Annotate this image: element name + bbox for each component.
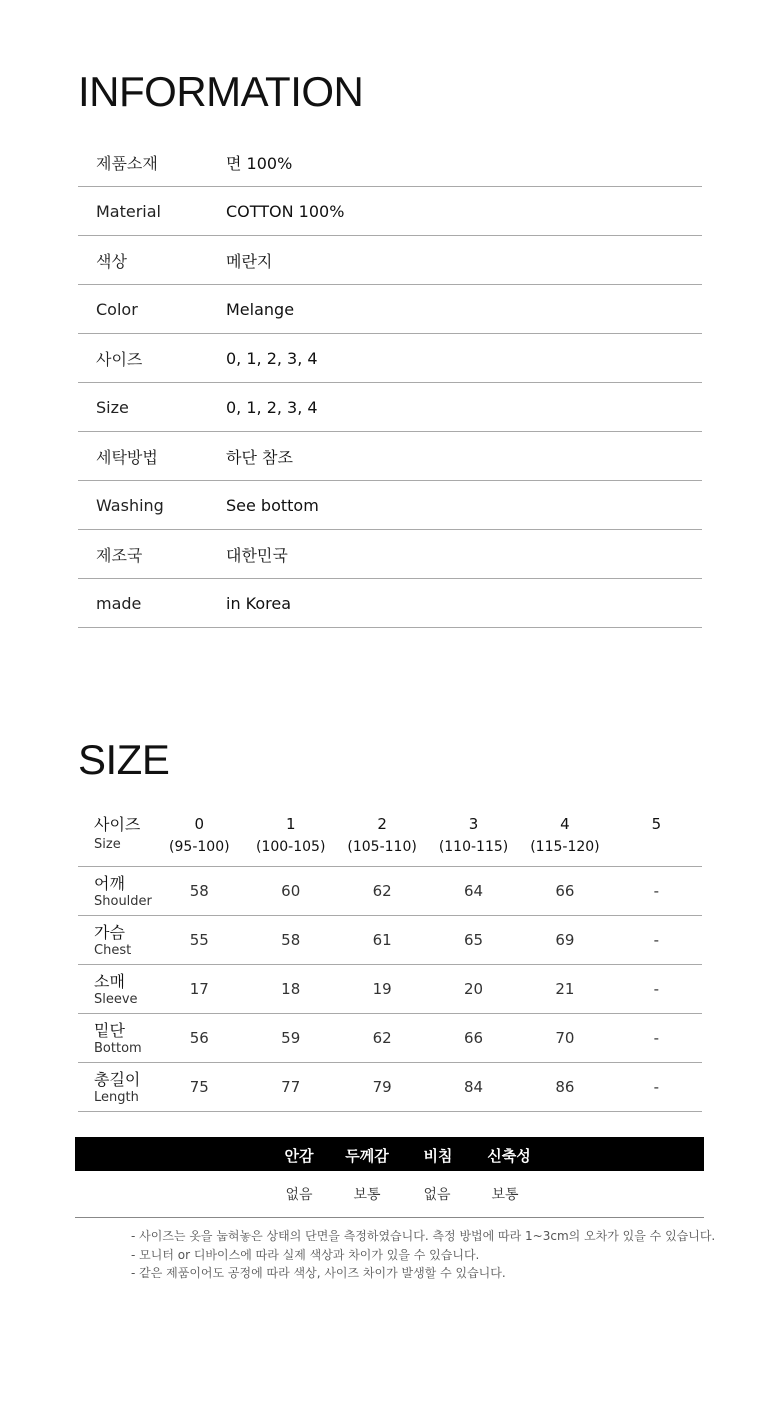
size-value: - [653,931,660,949]
info-value: Melange [226,299,295,319]
size-row-bottom [78,1014,702,1063]
size-number: 0 [194,815,205,833]
information-table [78,138,702,628]
fabric-header-bar [75,1137,704,1171]
measure-label-en: Chest [94,942,132,958]
information-title: INFORMATION [78,68,364,115]
size-number: 2 [377,815,387,833]
size-number: 3 [468,815,479,833]
size-value: 86 [555,1078,575,1096]
size-value: - [653,980,660,998]
size-value: 70 [555,1029,575,1047]
size-value: 69 [555,931,575,949]
size-value: 77 [281,1078,301,1096]
info-row [78,138,702,187]
notes [131,1227,715,1283]
size-value: 65 [463,931,484,949]
measure-label-ko: 총길이 [94,1069,141,1089]
info-row [78,481,702,530]
info-value: 대한민국 [226,545,288,565]
note-line: - 사이즈는 옷을 눕혀놓은 상태의 단면을 측정하였습니다. 측정 방법에 따라 1~3cm의 오차가 있을 수 있습니다. [131,1229,716,1243]
size-row-sleeve [78,965,702,1014]
info-row [78,530,702,579]
fabric-values-row [75,1171,704,1218]
fabric-header-thickness: 두께감 [345,1147,389,1165]
size-value: 62 [372,1029,392,1047]
info-label: made [96,593,142,613]
fabric-header-lining: 안감 [284,1147,314,1165]
info-label: 사이즈 [96,349,143,369]
size-value: 62 [372,882,392,900]
size-number: 4 [560,815,570,833]
size-value: 20 [463,980,484,998]
size-value: 75 [189,1078,209,1096]
size-value: 84 [463,1078,484,1096]
size-range: (100-105) [256,839,326,855]
size-row-chest [78,916,702,965]
size-value: 17 [189,980,209,998]
info-label: 색상 [96,251,127,271]
info-label: Material [96,201,161,221]
size-header-label-ko: 사이즈 [94,815,141,834]
fabric-value-thickness: 보통 [353,1187,381,1203]
size-value: - [653,1078,660,1096]
size-header-label-en: Size [94,837,121,852]
size-range: (105-110) [347,839,417,855]
size-col-header [154,810,245,866]
size-value: 18 [281,980,301,998]
size-col-header [611,810,702,866]
measure-label [78,1069,154,1106]
measure-label-en: Length [94,1089,139,1105]
size-value: 64 [463,882,484,900]
size-value: 21 [555,980,575,998]
fabric-header-sheerness: 비침 [423,1147,453,1165]
info-label: 세탁방법 [96,447,158,467]
size-value: 61 [372,931,392,949]
size-value: 56 [189,1029,209,1047]
size-range: (95-100) [169,839,230,855]
size-range: (115-120) [530,839,600,855]
measure-label-ko: 소매 [94,971,125,991]
info-row [78,432,702,481]
info-value: 메란지 [226,251,273,271]
info-row [78,579,702,628]
size-value: - [653,882,660,900]
size-range: (110-115) [438,839,509,855]
info-value: 0, 1, 2, 3, 4 [226,397,318,417]
info-label: Color [96,299,138,319]
info-label: Size [96,397,129,417]
size-value: 79 [372,1078,392,1096]
size-col-header [336,810,427,866]
note-line: - 모니터 or 디바이스에 따라 실제 색상과 차이가 있을 수 있습니다. [131,1247,480,1262]
size-value: 59 [281,1029,301,1047]
measure-label-ko: 가슴 [94,922,125,942]
size-header-label [78,810,154,866]
size-col-header [428,810,519,866]
size-header-row [78,810,702,867]
size-title: SIZE [78,736,170,783]
size-row-shoulder [78,867,702,916]
fabric-value-stretch: 보통 [491,1187,519,1203]
info-row [78,187,702,236]
fabric-header-stretch: 신축성 [487,1147,531,1165]
info-label: 제품소재 [96,153,158,173]
measure-label [78,873,154,910]
info-label: Washing [96,495,164,515]
info-value: 하단 참조 [226,447,293,467]
info-row [78,383,702,432]
size-number: 5 [651,815,662,833]
measure-label-en: Sleeve [94,991,138,1007]
size-col-header [245,810,336,866]
measure-label [78,971,154,1008]
size-number: 1 [285,815,296,833]
size-value: 60 [281,882,301,900]
info-row [78,285,702,334]
measure-label [78,922,154,959]
size-value: 66 [463,1029,484,1047]
info-label: 제조국 [96,545,143,565]
info-value: 0, 1, 2, 3, 4 [226,348,318,368]
size-row-length [78,1063,702,1112]
size-value: 58 [189,882,209,900]
measure-label-en: Bottom [94,1040,142,1056]
info-value: See bottom [226,495,319,515]
measure-label-en: Shoulder [94,893,152,909]
info-row [78,236,702,285]
fabric-value-lining: 없음 [285,1187,313,1203]
info-row [78,334,702,383]
note-line: - 같은 제품이어도 공정에 따라 색상, 사이즈 차이가 발생할 수 있습니다. [131,1266,506,1280]
measure-label-ko: 어깨 [94,873,125,893]
size-value: 19 [372,980,392,998]
fabric-value-sheerness: 없음 [423,1187,451,1203]
info-value: in Korea [226,593,292,613]
size-value: 55 [189,931,209,949]
measure-label-ko: 밑단 [94,1020,125,1040]
size-table [78,810,702,1112]
info-value: COTTON 100% [226,201,345,221]
size-value: - [653,1029,660,1047]
info-value: 면 100% [226,153,293,173]
measure-label [78,1020,154,1057]
size-value: 66 [555,882,575,900]
size-col-header [519,810,610,866]
size-value: 58 [281,931,301,949]
